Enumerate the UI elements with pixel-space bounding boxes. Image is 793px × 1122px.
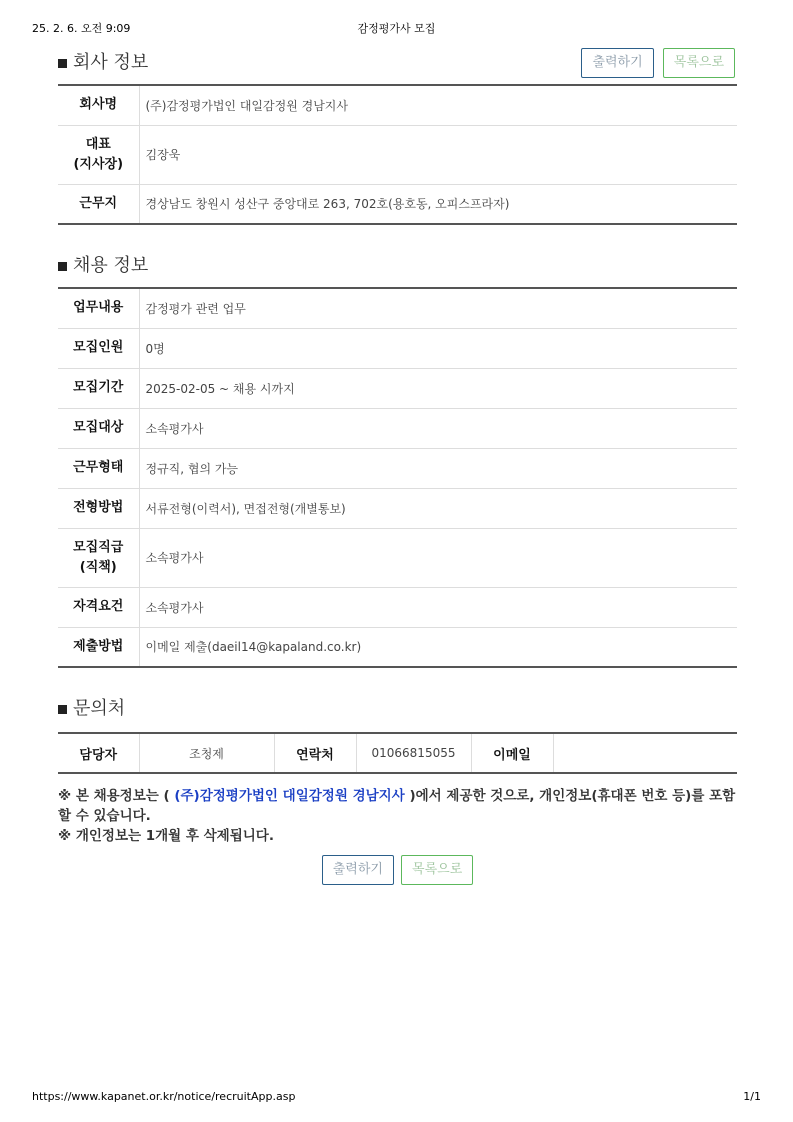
recruit-detail xyxy=(58,44,737,885)
recruit-section-title xyxy=(58,251,148,277)
headcount-value: 0명 xyxy=(139,328,737,368)
company-section-title-text: 회사 정보 xyxy=(73,52,149,73)
table-row xyxy=(58,288,737,328)
square-bullet-icon xyxy=(58,59,67,68)
back-to-list-button[interactable]: 목록으로 xyxy=(663,48,735,78)
recruit-info-table xyxy=(58,287,737,668)
table-row xyxy=(58,448,737,488)
submission-method-value: 이메일 제출(daeil14@kapaland.co.kr) xyxy=(145,640,362,655)
phone-value: 01066815055 xyxy=(356,733,471,773)
workplace-value: 경상남도 창원시 성산구 중앙대로 263, 702호(용호동, 오피스프라자) xyxy=(145,197,510,212)
selection-method-label: 전형방법 xyxy=(58,488,139,528)
table-row xyxy=(58,528,737,587)
phone-label: 연락처 xyxy=(274,733,356,773)
top-button-group xyxy=(577,48,735,78)
print-title: 감정평가사 모집 xyxy=(357,22,436,35)
table-row xyxy=(58,627,737,667)
representative-label-line1: 대표 xyxy=(85,136,111,152)
period-value: 2025-02-05 ~ 채용 시까지 xyxy=(139,368,737,408)
target-value: 소속평가사 xyxy=(139,408,737,448)
submission-method-label: 제출방법 xyxy=(58,627,139,667)
qualification-value: 소속평가사 xyxy=(139,587,737,627)
table-row xyxy=(58,587,737,627)
employment-type-value: 정규직, 협의 가능 xyxy=(139,448,737,488)
print-datetime: 25. 2. 6. 오전 9:09 xyxy=(32,22,131,35)
representative-label xyxy=(58,125,139,184)
headcount-label: 모집인원 xyxy=(58,328,139,368)
bottom-button-group xyxy=(58,855,737,885)
square-bullet-icon xyxy=(58,262,67,271)
email-label: 이메일 xyxy=(471,733,553,773)
print-button[interactable]: 출력하기 xyxy=(322,855,394,885)
table-row xyxy=(58,184,737,224)
company-name-label: 회사명 xyxy=(58,85,139,125)
print-button[interactable]: 출력하기 xyxy=(581,48,653,78)
notice-suffix: )에서 제공한 것으로, 개인정보(휴대폰 번호 등)를 포함할 수 있습니다. xyxy=(58,788,736,824)
table-row xyxy=(58,85,737,125)
table-row xyxy=(58,368,737,408)
notice-company-name: (주)감정평가법인 대일감정원 경남지사 xyxy=(174,788,405,804)
square-bullet-icon xyxy=(58,705,67,714)
privacy-notice xyxy=(58,786,737,846)
position-label xyxy=(58,528,139,587)
table-row xyxy=(58,125,737,184)
page-url: https://www.kapanet.or.kr/notice/recruitApp.asp xyxy=(32,1090,296,1103)
page-number: 1/1 xyxy=(743,1090,761,1103)
manager-value: 조청제 xyxy=(139,733,274,773)
qualification-label: 자격요건 xyxy=(58,587,139,627)
notice-line-2: ※ 개인정보는 1개월 후 삭제됩니다. xyxy=(58,828,274,844)
representative-value: 김장욱 xyxy=(139,125,737,184)
position-label-line2: (직책) xyxy=(79,559,117,575)
table-row xyxy=(58,328,737,368)
workplace-label: 근무지 xyxy=(58,184,139,224)
manager-label: 담당자 xyxy=(58,733,139,773)
email-value xyxy=(553,733,737,773)
position-label-line1: 모집직급 xyxy=(73,539,124,555)
contact-section-header xyxy=(58,690,737,732)
selection-method-value: 서류전형(이력서), 면접전형(개별통보) xyxy=(139,488,737,528)
representative-label-line2: (지사장) xyxy=(73,156,124,172)
position-value: 소속평가사 xyxy=(139,528,737,587)
table-row xyxy=(58,733,737,773)
target-label: 모집대상 xyxy=(58,408,139,448)
contact-table xyxy=(58,732,737,774)
back-to-list-button[interactable]: 목록으로 xyxy=(401,855,473,885)
company-info-table xyxy=(58,84,737,225)
job-description-label: 업무내용 xyxy=(58,288,139,328)
company-name-value: (주)감정평가법인 대일감정원 경남지사 xyxy=(139,85,737,125)
table-row xyxy=(58,488,737,528)
notice-line-1 xyxy=(58,786,737,826)
notice-prefix: ※ 본 채용정보는 ( xyxy=(58,788,175,804)
company-section-header xyxy=(58,44,737,84)
company-section-title xyxy=(58,48,148,74)
contact-section-title-text: 문의처 xyxy=(73,698,126,719)
job-description-value: 감정평가 관련 업무 xyxy=(139,288,737,328)
recruit-section-header xyxy=(58,247,737,287)
table-row xyxy=(58,408,737,448)
recruit-section-title-text: 채용 정보 xyxy=(73,255,149,276)
period-label: 모집기간 xyxy=(58,368,139,408)
contact-section-title xyxy=(58,694,125,720)
employment-type-label: 근무형태 xyxy=(58,448,139,488)
